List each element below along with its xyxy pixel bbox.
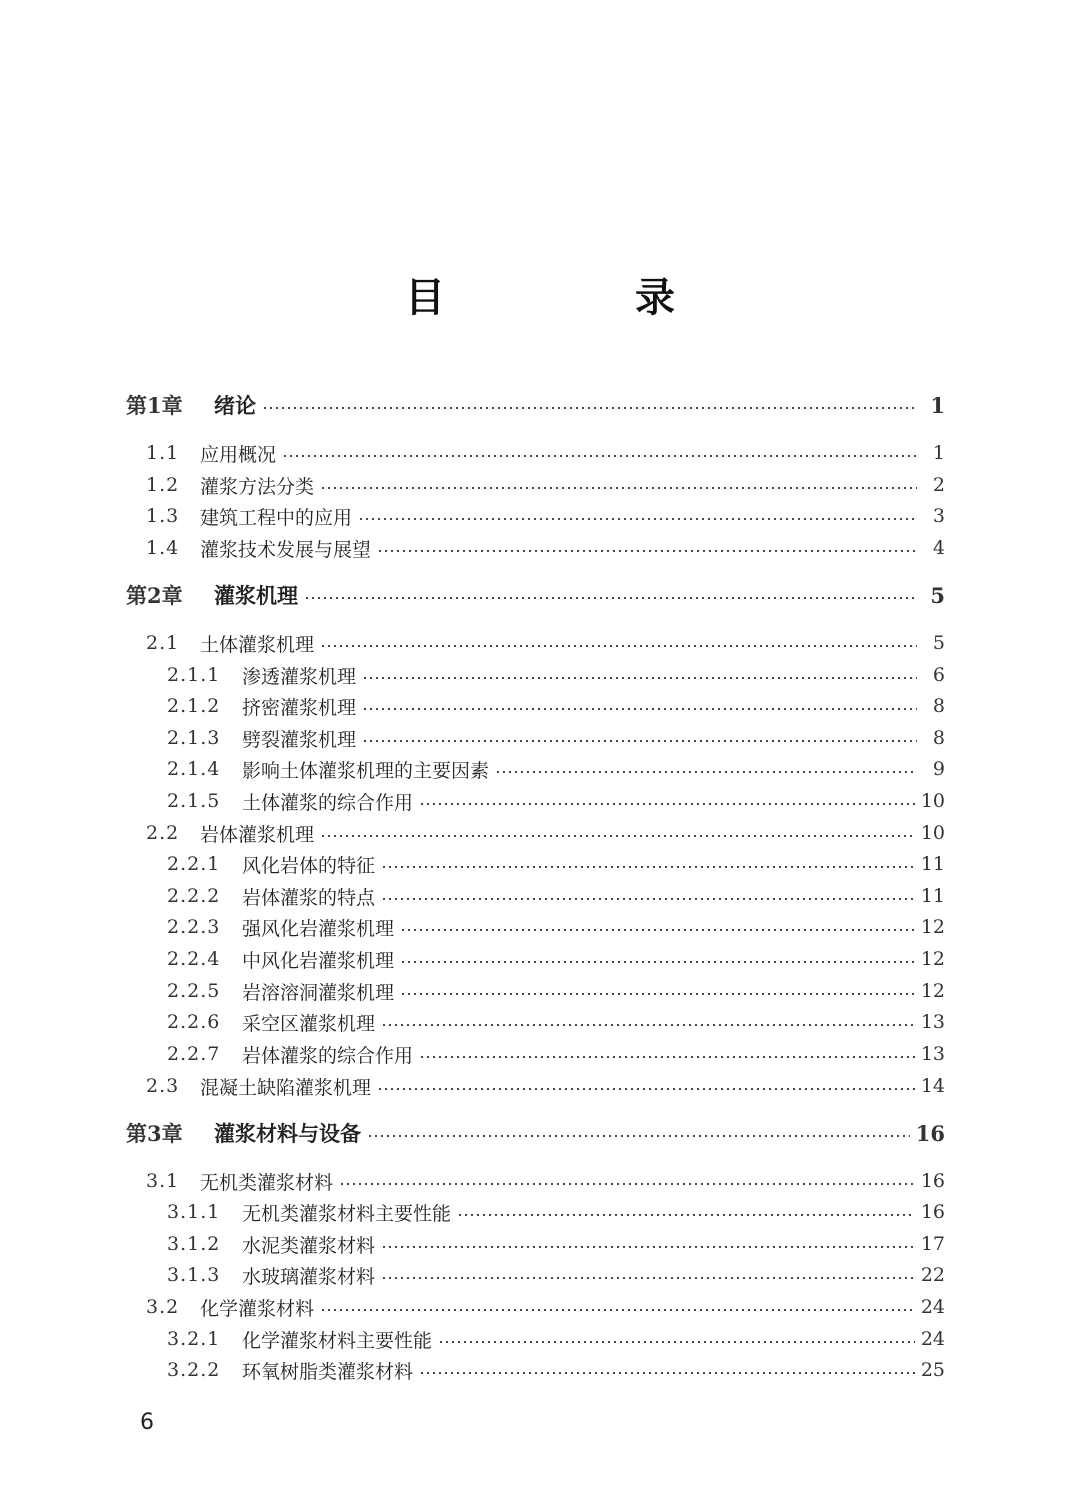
toc-entry-page: 8 [932,727,945,749]
toc-entry-title: 无机类灌浆材料主要性能 [242,1202,452,1225]
toc-entry-page: 12 [920,948,945,970]
dot-leader [457,1214,915,1216]
toc-entry-title: 岩溶溶洞灌浆机理 [242,981,395,1004]
toc-entry-page: 5 [930,582,945,608]
toc-entry-page: 13 [920,1011,945,1033]
toc-entry-section [146,628,945,658]
toc-entry-title: 混凝土缺陷灌浆机理 [200,1076,372,1099]
dot-leader [495,771,917,773]
toc-entry-page: 10 [920,822,945,844]
dot-leader [362,708,917,710]
toc-entry-page: 10 [920,790,945,812]
toc-entry-number: 3.2.2 [167,1359,221,1381]
toc-entry-number: 2.1.1 [167,664,221,686]
toc-entry-title: 灌浆方法分类 [200,475,315,498]
toc-entry-page: 5 [932,632,945,654]
page-number: 6 [140,1410,154,1435]
toc-entry-page: 13 [920,1043,945,1065]
toc-entry-number: 2.2 [146,822,180,844]
toc-entry-page: 16 [915,1120,945,1146]
toc-entry-number: 3.1.1 [167,1201,221,1223]
toc-entry-sub [167,660,945,690]
toc-entry-title: 建筑工程中的应用 [200,506,353,529]
toc-entry-title: 土体灌浆的综合作用 [242,791,414,814]
toc-entry-page: 17 [920,1233,945,1255]
toc-entry-section [146,1166,945,1196]
dot-leader [304,597,917,599]
toc-entry-section [146,438,945,468]
dot-leader [362,740,917,742]
toc-entry-number: 2.1 [146,632,180,654]
dot-leader [400,993,915,995]
toc-entry-sub [167,691,945,721]
toc-entry-title: 应用概况 [200,443,277,466]
toc-entry-page: 16 [920,1201,945,1223]
toc-entry-section [146,1292,945,1322]
toc-entry-chapter [126,580,945,610]
toc-entry-title: 岩体灌浆机理 [200,823,315,846]
toc-entry-title: 灌浆技术发展与展望 [200,538,372,561]
toc-entry-page: 6 [932,664,945,686]
toc-entry-page: 2 [932,474,945,496]
toc-entry-title: 挤密灌浆机理 [242,696,357,719]
toc-entry-number: 1.2 [146,474,180,496]
toc-entry-title: 水泥类灌浆材料 [242,1234,376,1257]
toc-entry-page: 8 [932,695,945,717]
toc-entry-title: 中风化岩灌浆机理 [242,949,395,972]
toc-entry-title: 岩体灌浆的特点 [242,886,376,909]
toc-entry-sub [167,1229,945,1259]
toc-entry-number: 3.1.2 [167,1233,221,1255]
toc-entry-number: 3.1.3 [167,1264,221,1286]
toc-entry-number: 2.3 [146,1075,180,1097]
dot-leader [400,961,915,963]
toc-entry-chapter [126,1118,945,1148]
toc-entry-title: 渗透灌浆机理 [242,665,357,688]
toc-entry-sub [167,1355,945,1385]
dot-leader [419,1372,915,1374]
dot-leader [377,1088,915,1090]
toc-entry-page: 11 [920,885,945,907]
toc-entry-number: 2.2.4 [167,948,221,970]
toc-entry-number: 第3章 [126,1121,183,1146]
dot-leader [282,455,917,457]
toc-entry-title: 灌浆材料与设备 [214,1121,361,1146]
dot-leader [419,1056,915,1058]
toc-entry-number: 2.2.3 [167,916,221,938]
dot-leader [320,1309,915,1311]
toc-entry-chapter [126,390,945,420]
toc-entry-page: 16 [920,1170,945,1192]
toc-entry-sub [167,1007,945,1037]
toc-entry-sub [167,944,945,974]
dot-leader [320,645,917,647]
toc-entry-sub [167,786,945,816]
toc-entry-number: 1.4 [146,537,180,559]
toc-entry-title: 化学灌浆材料 [200,1297,315,1320]
toc-entry-number: 3.1 [146,1170,180,1192]
toc-entry-page: 22 [920,1264,945,1286]
toc-entry-number: 2.1.4 [167,758,221,780]
dot-leader [419,803,915,805]
toc-entry-page: 11 [920,853,945,875]
toc-entry-sub [167,912,945,942]
dot-leader [438,1341,915,1343]
toc-entry-page: 1 [930,392,945,418]
toc-entry-number: 第2章 [126,583,183,608]
toc-entry-sub [167,976,945,1006]
toc-entry-page: 24 [920,1328,945,1350]
dot-leader [367,1135,910,1137]
toc-entry-number: 2.2.5 [167,980,221,1002]
toc-entry-section [146,470,945,500]
toc-entry-section [146,818,945,848]
dot-leader [400,929,915,931]
toc-entry-page: 4 [932,537,945,559]
toc-entry-sub [167,849,945,879]
toc-entry-title: 绪论 [214,393,256,418]
toc-entry-page: 9 [932,758,945,780]
toc-entry-title: 环氧树脂类灌浆材料 [242,1360,414,1383]
toc-entry-number: 2.2.6 [167,1011,221,1033]
toc-entry-title: 无机类灌浆材料 [200,1171,334,1194]
toc-entry-number: 3.2 [146,1296,180,1318]
toc-entry-number: 1.3 [146,505,180,527]
toc-entry-page: 12 [920,980,945,1002]
toc-entry-sub [167,754,945,784]
toc-entry-sub [167,1039,945,1069]
toc-entry-number: 2.1.3 [167,727,221,749]
toc-entry-number: 第1章 [126,393,183,418]
page-title: 目 录 [405,275,763,321]
toc-entry-number: 2.2.1 [167,853,221,875]
toc-entry-section [146,1071,945,1101]
toc-entry-page: 14 [920,1075,945,1097]
dot-leader [339,1183,915,1185]
toc-entry-section [146,533,945,563]
toc-entry-section [146,501,945,531]
toc-entry-number: 1.1 [146,442,180,464]
toc-entry-sub [167,1260,945,1290]
toc-entry-title: 影响土体灌浆机理的主要因素 [242,759,490,782]
dot-leader [320,487,917,489]
dot-leader [262,407,917,409]
toc-entry-title: 化学灌浆材料主要性能 [242,1329,433,1352]
toc-entry-page: 12 [920,916,945,938]
dot-leader [381,898,915,900]
dot-leader [381,866,915,868]
toc-entry-sub [167,881,945,911]
dot-leader [358,518,917,520]
toc-entry-sub [167,723,945,753]
toc-entry-page: 1 [932,442,945,464]
toc-entry-title: 灌浆机理 [214,583,298,608]
toc-entry-title: 劈裂灌浆机理 [242,728,357,751]
toc-entry-page: 24 [920,1296,945,1318]
toc-entry-number: 2.1.2 [167,695,221,717]
toc-entry-title: 土体灌浆机理 [200,633,315,656]
dot-leader [381,1246,915,1248]
toc-entry-title: 强风化岩灌浆机理 [242,917,395,940]
toc-entry-number: 3.2.1 [167,1328,221,1350]
toc-entry-title: 水玻璃灌浆材料 [242,1265,376,1288]
toc-entry-number: 2.2.2 [167,885,221,907]
dot-leader [377,550,917,552]
dot-leader [320,835,915,837]
toc-entry-title: 岩体灌浆的综合作用 [242,1044,414,1067]
toc-entry-number: 2.2.7 [167,1043,221,1065]
dot-leader [381,1024,915,1026]
toc-entry-title: 风化岩体的特征 [242,854,376,877]
dot-leader [381,1277,915,1279]
toc-entry-number: 2.1.5 [167,790,221,812]
dot-leader [362,677,917,679]
toc-entry-page: 3 [932,505,945,527]
toc-entry-title: 采空区灌浆机理 [242,1012,376,1035]
toc-entry-sub [167,1197,945,1227]
toc-entry-sub [167,1324,945,1354]
toc-entry-page: 25 [920,1359,945,1381]
